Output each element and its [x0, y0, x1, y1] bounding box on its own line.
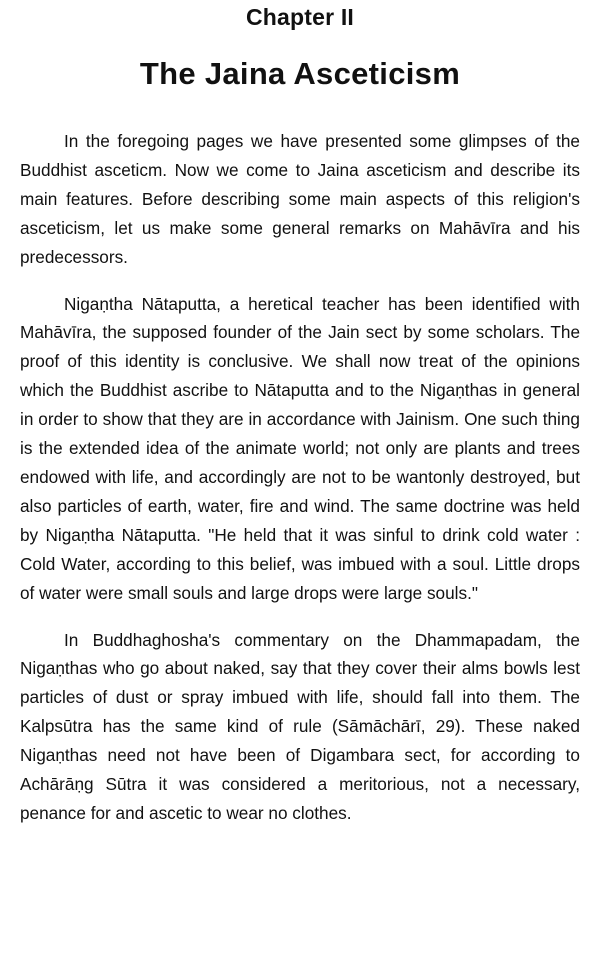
body-text [20, 127, 580, 828]
paragraph-3: In Buddhaghosha's commentary on the Dhammapadam, the Nigaṇthas who go about naked, say that they cover their alms bowls lest particles of dust or spray imbued with life, should fall into them. The Kalpsūtra has the same kind of rule (Sāmāchārī, 29). These naked Nigaṇthas need not have been of Digambara sect, for according to Achārāṇg Sūtra it was considered a meritorious, not a necessary, penance for and ascetic to wear no clothes. [20, 629, 580, 823]
paragraph-2: Nigaṇtha Nātaputta, a heretical teacher has been identified with Mahāvīra, the supposed founder of the Jain sect by some scholars. The proof of this identity is conclusive. We shall now treat of the opinions which the Buddhist ascribe to Nātaputta and to the Nigaṇthas in general in order to show that they are in accordance with Jainism. One such thing is the extended idea of the animate world; not only are plants and trees endowed with life, and accordingly are not to be wantonly destroyed, but also particles of earth, water, fire and wind. The same doctrine was held by Nigaṇtha Nātaputta. "He held that it was sinful to drink cold water : Cold Water, according to this belief, was imbued with a soul. Little drops of water were small souls and large drops were large souls." [20, 293, 580, 603]
chapter-title: The Jaina Asceticism [139, 56, 461, 91]
paragraph-1: In the foregoing pages we have presented some glimpses of the Buddhist asceticm. Now we come to Jaina asceticism and describe its main features. Before describing some main aspects of this religion's asceticism, let us make some general remarks on Mahāvīra and his predecessors. [20, 131, 580, 267]
chapter-label: Chapter II [245, 4, 355, 30]
